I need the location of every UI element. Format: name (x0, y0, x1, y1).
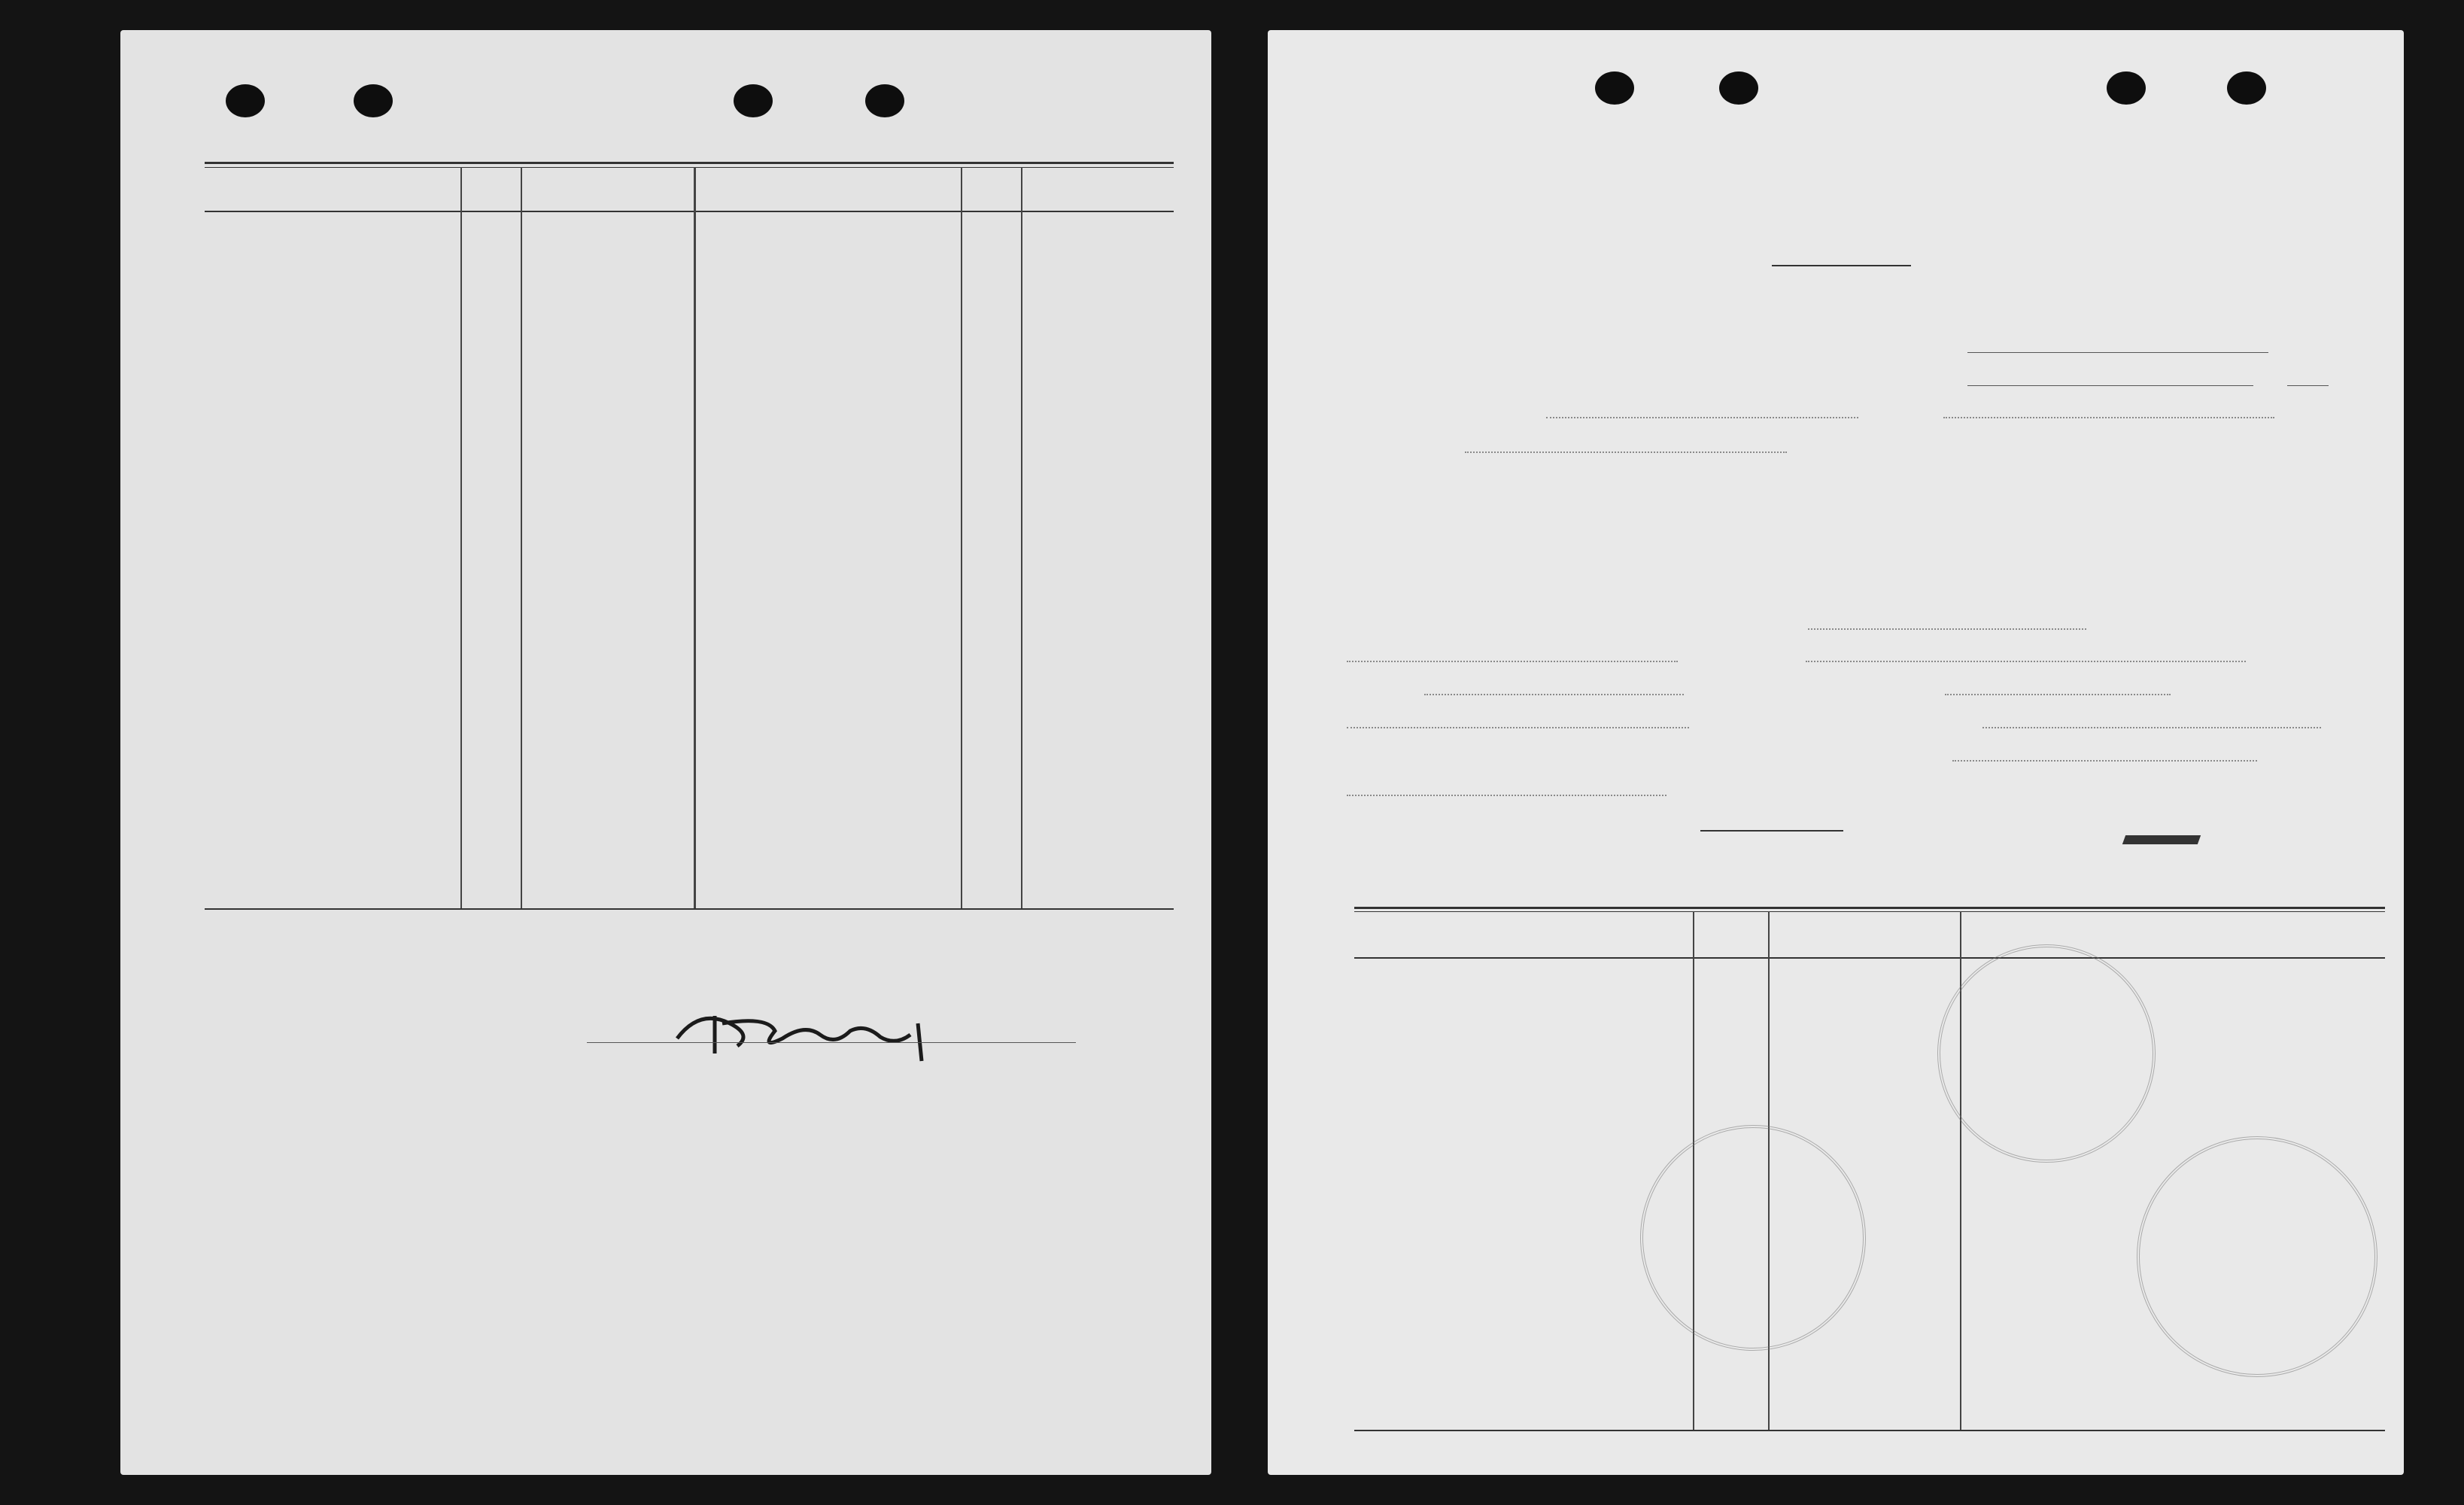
punch-hole (2227, 71, 2266, 105)
stamp-received (1636, 1167, 1846, 1235)
nationality-line (1546, 417, 1858, 418)
via-port-line (1982, 727, 2321, 728)
previous-port-line (1347, 661, 1678, 662)
header-rule (205, 211, 1174, 212)
from-port-line (1465, 451, 1787, 453)
consignee-line (1806, 661, 2246, 662)
lying-at-line (1424, 694, 1684, 695)
master-signature (670, 993, 1001, 1069)
separator-rule (1700, 830, 1843, 832)
deserting-table-bottom (1354, 1430, 2385, 1431)
punch-hole (1719, 71, 1758, 105)
column-divider (961, 167, 962, 908)
stamp-location (2134, 1164, 2341, 1274)
destination-line (1347, 727, 1689, 728)
punch-hole (734, 84, 773, 117)
deserting-table-top (1354, 911, 2385, 912)
deserting-table-top (1354, 907, 2385, 909)
first-date-line (1347, 795, 1666, 796)
received-stamp-travel (1611, 1096, 1895, 1380)
signature-line (587, 1042, 1076, 1043)
year-line (2287, 385, 2329, 386)
title-rule (1772, 265, 1911, 266)
punch-hole (1595, 71, 1634, 105)
table-top-rule (205, 167, 1174, 168)
received-stamp-norfolk (2095, 1094, 2404, 1420)
stamp-received (2134, 1164, 2341, 1274)
arrival-date-line (1808, 628, 2086, 630)
received-date-stamp (1027, 557, 1117, 843)
date-line (1967, 385, 2253, 386)
punch-hole (226, 84, 265, 117)
ship-line (1943, 417, 2274, 418)
punch-hole (865, 84, 904, 117)
stamp-unit (1636, 1167, 1846, 1235)
deserting-header-rule (1354, 957, 2385, 959)
stamp-unit (1953, 990, 2159, 1041)
left-page (120, 30, 1211, 1475)
stamp-date (2134, 1164, 2341, 1274)
punch-hole (2107, 71, 2146, 105)
stamp-date (1636, 1167, 1846, 1235)
received-stamp-records (1914, 921, 2179, 1186)
spacer (1354, 878, 1358, 880)
redaction-mark (2122, 835, 2201, 844)
table-top-rule (205, 162, 1174, 164)
sail-date-line (1945, 694, 2171, 695)
column-divider (1021, 167, 1022, 908)
column-divider (521, 167, 522, 908)
first-port-line (1952, 760, 2257, 762)
table-bottom-rule (205, 908, 1174, 910)
stamp-date (1953, 990, 2159, 1041)
column-divider (694, 167, 696, 908)
punch-hole (354, 84, 393, 117)
port-line (1967, 352, 2268, 353)
column-divider (460, 167, 462, 908)
stamp-received (1953, 990, 2159, 1041)
right-page (1268, 30, 2404, 1475)
